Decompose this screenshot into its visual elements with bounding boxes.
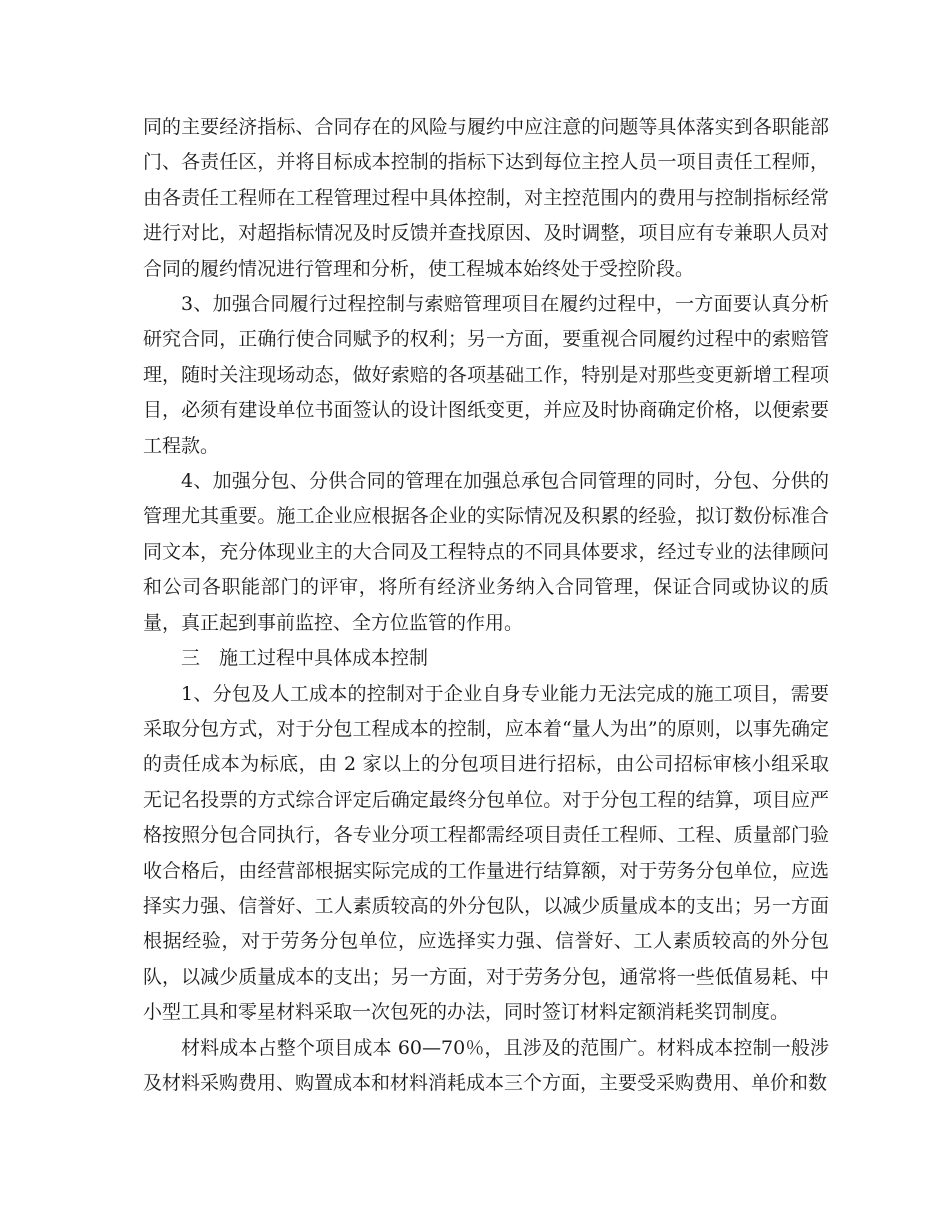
paragraph-material-cost: 材料成本占整个项目成本 60—70％，且涉及的范围广。材料成本控制一般涉及材料采购费用、购置成本和材料消耗成本三个方面，主要受采购费用、单价和数 bbox=[143, 1036, 829, 1094]
paragraph-claims-management: 3、加强合同履行过程控制与索赔管理项目在履约过程中，一方面要认真分析研究合同，正确行使合同赋予的权利；另一方面，要重视合同履约过程中的索赔管理，随时关注现场动态，做好索赔的各项基础工作，特别是对那些变更新增工程项目，必须有建设单位书面签认的设计图纸变更，并应及时协商确定价格，以便索要工程款。 bbox=[143, 293, 829, 457]
paragraph-contract-indicators: 同的主要经济指标、合同存在的风险与履约中应注意的问题等具体落实到各职能部门、各责任区，并将目标成本控制的指标下达到每位主控人员一项目责任工程师，由各责任工程师在工程管理过程中具体控制，对主控范围内的费用与控制指标经常进行对比，对超指标情况及时反馈并查找原因、及时调整，项目应有专兼职人员对合同的履约情况进行管理和分析，使工程城本始终处于受控阶段。 bbox=[143, 116, 829, 280]
paragraph-subcontract-labor-cost: 1、分包及人工成本的控制对于企业自身专业能力无法完成的施工项目，需要采取分包方式，对于分包工程成本的控制，应本着“量人为出”的原则，以事先确定的责任成本为标底，由 2 家以上的分包项目进行招标，由公司招标审核小组采取无记名投票的方式综合评定后确定最终分包单位。对于分包工程的结算，项目应严格按照分包合同执行，各专业分项工程都需经项目责任工程师、工程、质量部门验收合格后，由经营部根据实际完成的工作量进行结算额，对于劳务分包单位，应选择实力强、信誉好、工人素质较高的外分包队，以减少质量成本的支出；另一方面根据经验，对于劳务分包单位，应选择实力强、信誉好、工人素质较高的外分包队，以减少质量成本的支出；另一方面，对于劳务分包，通常将一些低值易耗、中小型工具和零星材料采取一次包死的办法，同时签订材料定额消耗奖罚制度。 bbox=[143, 682, 829, 1024]
document-page bbox=[143, 110, 829, 1101]
paragraph-subcontract-management: 4、加强分包、分供合同的管理在加强总承包合同管理的同时，分包、分供的管理尤其重要。施工企业应根据各企业的实际情况及积累的经验，拟订数份标准合同文本，充分体现业主的大合同及工程特点的不同具体要求，经过专业的法律顾问和公司各职能部门的评审，将所有经济业务纳入合同管理，保证合同或协议的质量，真正起到事前监控、全方位监管的作用。 bbox=[143, 470, 829, 634]
section-heading-cost-control: 三 施工过程中具体成本控制 bbox=[181, 647, 429, 670]
